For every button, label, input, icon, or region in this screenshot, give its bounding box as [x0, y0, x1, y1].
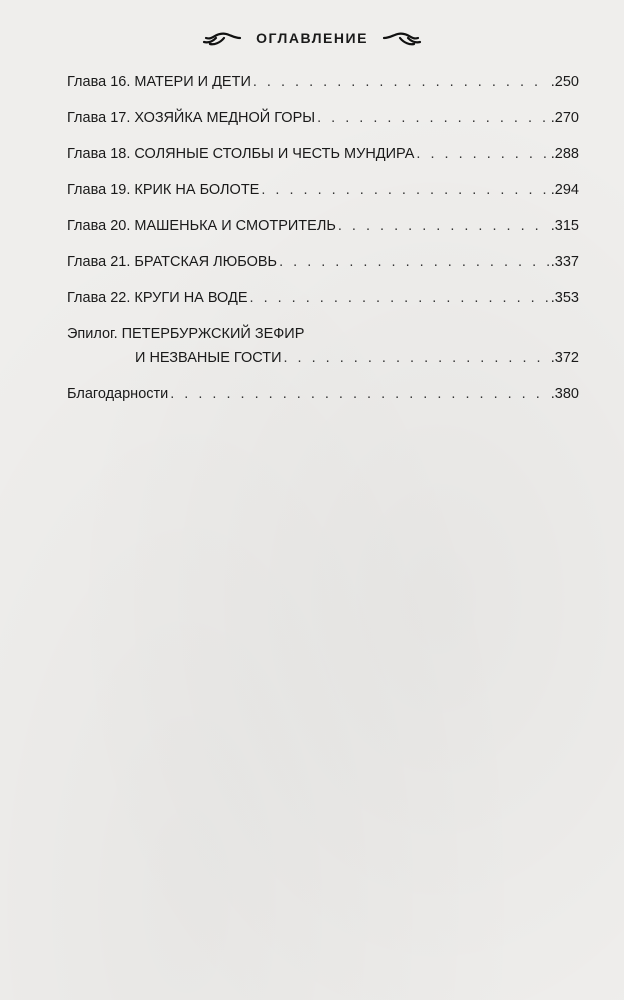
toc-entry-page: .288: [550, 146, 579, 162]
toc-entry[interactable]: [67, 72, 579, 92]
toc-entry-label: Благодарности: [67, 386, 169, 402]
toc-entry[interactable]: [67, 144, 579, 164]
leader-dots: [279, 252, 549, 272]
table-of-contents: [67, 72, 579, 420]
epilogue-title-line2: И НЕЗВАНЫЕ ГОСТИ: [135, 350, 282, 366]
epilogue-line2: [67, 348, 579, 368]
toc-entry-page: .353: [550, 290, 579, 306]
toc-entry[interactable]: [67, 288, 579, 308]
toc-entry[interactable]: [67, 108, 579, 128]
ornament-right-icon: [382, 30, 422, 46]
toc-title: ОГЛАВЛЕНИЕ: [256, 30, 368, 46]
toc-entry-label: Глава 21. БРАТСКАЯ ЛЮБОВЬ: [67, 254, 278, 270]
leader-dots: [253, 72, 549, 92]
leader-dots: [317, 108, 549, 128]
toc-entry-epilogue[interactable]: [67, 324, 579, 368]
toc-entry-label: Глава 18. СОЛЯНЫЕ СТОЛБЫ И ЧЕСТЬ МУНДИРА: [67, 146, 415, 162]
toc-entry-page: .250: [550, 74, 579, 90]
toc-header: [0, 30, 624, 46]
toc-entry-page: .270: [550, 110, 579, 126]
toc-entry-thanks[interactable]: [67, 384, 579, 404]
leader-dots: [338, 216, 549, 236]
toc-entry[interactable]: [67, 252, 579, 272]
toc-entry-page: .294: [550, 182, 579, 198]
leader-dots: [261, 180, 548, 200]
toc-entry-label: Глава 16. МАТЕРИ И ДЕТИ: [67, 74, 251, 90]
epilogue-title-line1: Эпилог. ПЕТЕРБУРЖСКИЙ ЗЕФИР: [67, 326, 305, 342]
leader-dots: [416, 144, 548, 164]
toc-entry-label: Глава 19. КРИК НА БОЛОТЕ: [67, 182, 260, 198]
toc-entry-label: Глава 20. МАШЕНЬКА И СМОТРИТЕЛЬ: [67, 218, 336, 234]
toc-entry-page: .380: [550, 386, 579, 402]
toc-entry-page: .337: [550, 254, 579, 270]
ornament-left-icon: [202, 30, 242, 46]
leader-dots: [250, 288, 549, 308]
toc-entry[interactable]: [67, 216, 579, 236]
toc-entry-page: .315: [550, 218, 579, 234]
toc-entry-label: Глава 17. ХОЗЯЙКА МЕДНОЙ ГОРЫ: [67, 110, 316, 126]
toc-entry-label: Глава 22. КРУГИ НА ВОДЕ: [67, 290, 248, 306]
toc-entry-page: .372: [550, 350, 579, 366]
leader-dots: [284, 348, 549, 368]
leader-dots: [170, 384, 549, 404]
toc-entry[interactable]: [67, 180, 579, 200]
